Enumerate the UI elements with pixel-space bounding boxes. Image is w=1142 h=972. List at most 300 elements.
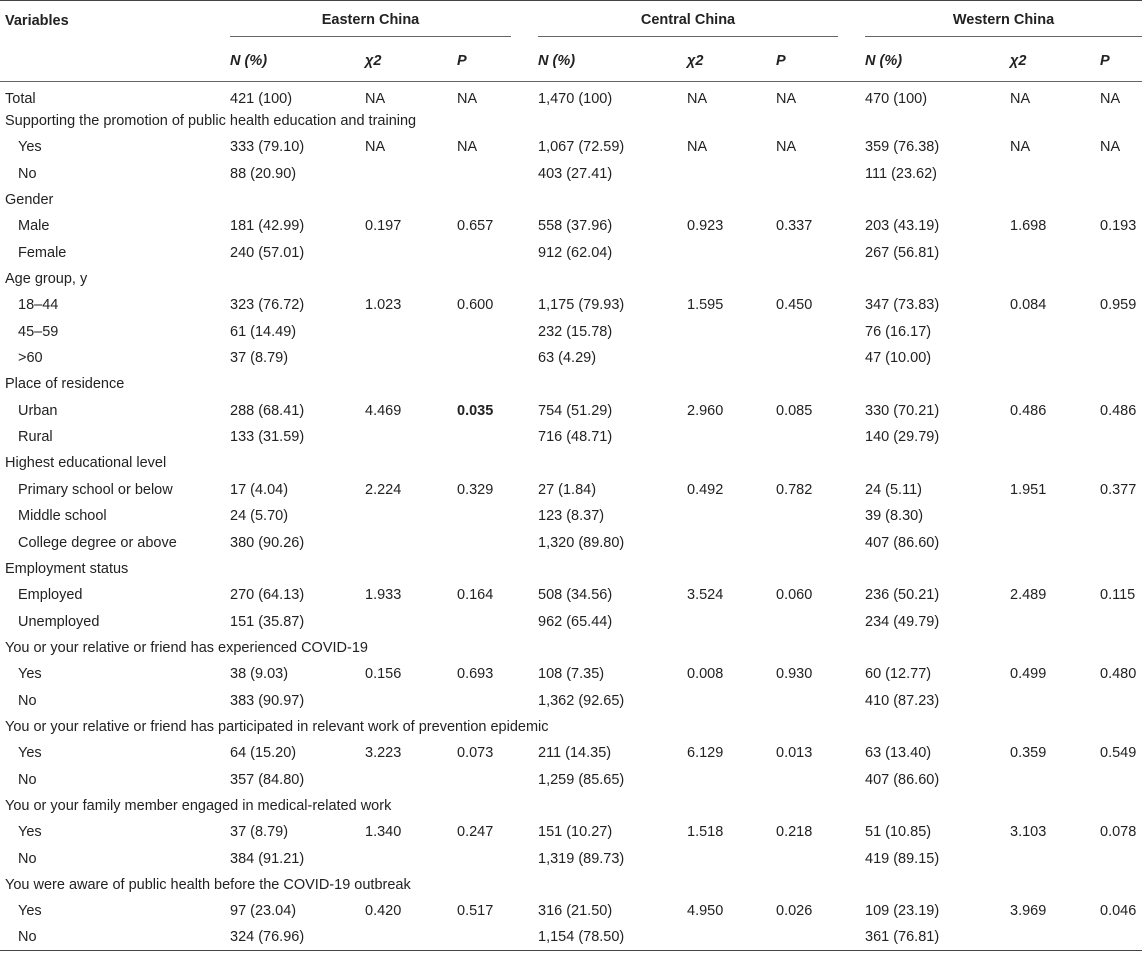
p-value-cell: 0.026 xyxy=(776,903,813,920)
table-row xyxy=(0,740,1142,766)
p-header-text: P xyxy=(457,53,467,69)
chi-square-cell xyxy=(687,319,776,345)
p-value-cell xyxy=(776,345,865,371)
group-header-row xyxy=(0,872,1142,898)
p-value-cell: 0.164 xyxy=(457,587,494,604)
table-row xyxy=(0,925,1142,951)
chi-square-cell xyxy=(365,608,457,634)
n-percent-cell: 232 (15.78) xyxy=(538,323,613,340)
n-percent-cell: 47 (10.00) xyxy=(865,350,932,367)
n-header xyxy=(865,41,1010,82)
table-row xyxy=(0,661,1142,687)
p-value-cell xyxy=(457,766,538,792)
chi-square-cell: NA xyxy=(365,139,386,156)
chi-square-cell xyxy=(365,687,457,713)
n-percent-cell: 109 (23.19) xyxy=(865,903,940,920)
p-value-cell xyxy=(1100,687,1142,713)
p-value-cell xyxy=(776,845,865,871)
n-percent-cell: 1,319 (89.73) xyxy=(538,850,625,867)
p-value-cell: 0.480 xyxy=(1100,666,1137,683)
chi-square-cell xyxy=(1010,161,1100,187)
p-value-cell: NA xyxy=(457,139,478,156)
p-value-cell xyxy=(776,766,865,792)
p-value-cell: 0.930 xyxy=(776,666,813,683)
group-header-row xyxy=(0,450,1142,476)
chi-square-cell: 0.156 xyxy=(365,666,402,683)
n-percent-cell: 151 (10.27) xyxy=(538,824,613,841)
p-value-cell xyxy=(1100,240,1142,266)
table-row xyxy=(0,213,1142,239)
row-label: >60 xyxy=(18,350,43,367)
n-percent-cell: 64 (15.20) xyxy=(230,745,297,762)
n-percent-cell: 51 (10.85) xyxy=(865,824,932,841)
chi-square-cell xyxy=(1010,424,1100,450)
p-value-cell: 0.060 xyxy=(776,587,813,604)
p-value-cell: 0.377 xyxy=(1100,481,1137,498)
group-label: Age group, y xyxy=(5,271,88,288)
p-value-cell: 0.657 xyxy=(457,218,494,235)
chi-square-cell: 0.008 xyxy=(687,666,724,683)
chi-square-cell xyxy=(687,503,776,529)
n-percent-cell: 63 (4.29) xyxy=(538,350,597,367)
n-percent-cell: 912 (62.04) xyxy=(538,244,613,261)
n-percent-cell: 76 (16.17) xyxy=(865,323,932,340)
p-value-cell: 0.782 xyxy=(776,481,813,498)
chi-square-cell xyxy=(1010,687,1100,713)
region-header-eastern xyxy=(230,1,538,42)
chi-square-cell xyxy=(365,319,457,345)
n-percent-cell: 357 (84.80) xyxy=(230,771,305,788)
chi-square-cell: 2.960 xyxy=(687,402,724,419)
table-row xyxy=(0,819,1142,845)
p-value-cell xyxy=(776,424,865,450)
chi-square-cell: 2.489 xyxy=(1010,587,1047,604)
n-percent-cell: 1,320 (89.80) xyxy=(538,534,625,551)
p-header xyxy=(1100,41,1142,82)
group-label: You or your family member engaged in medical-related work xyxy=(5,797,392,814)
chi-square-cell xyxy=(687,925,776,951)
p-value-cell xyxy=(776,687,865,713)
p-value-cell xyxy=(457,240,538,266)
row-label: Yes xyxy=(18,666,42,683)
empty-header-cell xyxy=(0,41,230,82)
n-percent-cell: 407 (86.60) xyxy=(865,771,940,788)
p-value-cell: NA xyxy=(1100,90,1121,107)
p-value-cell: NA xyxy=(776,139,797,156)
n-header xyxy=(230,41,365,82)
n-percent-cell: 558 (37.96) xyxy=(538,218,613,235)
n-percent-cell: 88 (20.90) xyxy=(230,165,297,182)
chi-square-cell: 0.923 xyxy=(687,218,724,235)
table-row xyxy=(0,345,1142,371)
table-row xyxy=(0,529,1142,555)
chi-square-cell: 6.129 xyxy=(687,745,724,762)
group-label: Highest educational level xyxy=(5,455,167,472)
table-row xyxy=(0,292,1142,318)
n-percent-cell: 234 (49.79) xyxy=(865,613,940,630)
n-percent-cell: 1,154 (78.50) xyxy=(538,925,687,951)
table-row xyxy=(0,898,1142,924)
chi-square-cell xyxy=(687,529,776,555)
table-row xyxy=(0,503,1142,529)
p-value-cell xyxy=(457,319,538,345)
p-value-cell: NA xyxy=(776,90,797,107)
n-percent-cell: 27 (1.84) xyxy=(538,481,597,498)
row-label: Middle school xyxy=(18,508,107,525)
p-value-cell: 0.337 xyxy=(776,218,813,235)
region-label: Central China xyxy=(538,12,838,37)
p-value-cell: 0.450 xyxy=(776,297,813,314)
p-value-cell xyxy=(457,687,538,713)
chi-square-cell xyxy=(687,161,776,187)
group-header-row xyxy=(0,266,1142,292)
table-row xyxy=(0,608,1142,634)
n-percent-cell: 380 (90.26) xyxy=(230,534,305,551)
p-value-cell xyxy=(1100,424,1142,450)
n-percent-cell: 151 (35.87) xyxy=(230,613,305,630)
chi-square-cell xyxy=(687,766,776,792)
row-label: Total xyxy=(5,90,36,107)
p-value-cell: 0.013 xyxy=(776,745,813,762)
chi-square-cell xyxy=(365,161,457,187)
chi-square-cell xyxy=(365,529,457,555)
chi-square-cell xyxy=(365,345,457,371)
n-header xyxy=(538,41,687,82)
chi-square-cell: 1.698 xyxy=(1010,218,1047,235)
row-label: 45–59 xyxy=(18,323,59,340)
p-value-cell xyxy=(776,319,865,345)
n-percent-cell: 1,067 (72.59) xyxy=(538,139,625,156)
n-percent-cell: 133 (31.59) xyxy=(230,429,305,446)
n-percent-cell: 140 (29.79) xyxy=(865,429,940,446)
table-row xyxy=(0,398,1142,424)
p-value-cell xyxy=(776,503,865,529)
chi-square-cell: 1.595 xyxy=(687,297,724,314)
region-label: Western China xyxy=(865,12,1142,37)
chi-square-cell xyxy=(687,687,776,713)
n-percent-cell: 24 (5.11) xyxy=(865,481,922,498)
table-row xyxy=(0,319,1142,345)
row-label: 18–44 xyxy=(18,297,59,314)
group-header-row xyxy=(0,108,1142,134)
chi-square-cell xyxy=(365,424,457,450)
n-percent-cell: 17 (4.04) xyxy=(230,481,289,498)
chi-header xyxy=(365,41,457,82)
n-percent-cell: 211 (14.35) xyxy=(538,745,612,762)
chi-square-cell: NA xyxy=(687,139,708,156)
chi-square-cell xyxy=(687,845,776,871)
p-value-cell xyxy=(776,925,865,951)
n-percent-cell: 123 (8.37) xyxy=(538,508,605,525)
chi-square-cell xyxy=(687,345,776,371)
n-percent-cell: 316 (21.50) xyxy=(538,903,613,920)
p-value-cell xyxy=(1100,529,1142,555)
p-value-cell xyxy=(457,608,538,634)
group-label: You were aware of public health before the COVID-19 outbreak xyxy=(5,876,411,893)
n-percent-cell: 330 (70.21) xyxy=(865,402,940,419)
n-percent-cell: 39 (8.30) xyxy=(865,508,924,525)
group-header-row xyxy=(0,635,1142,661)
p-value-cell xyxy=(1100,503,1142,529)
p-value-cell: 0.085 xyxy=(776,402,813,419)
p-value-cell xyxy=(776,161,865,187)
p-header-text: P xyxy=(776,53,786,69)
p-value-cell xyxy=(1100,608,1142,634)
n-percent-cell: 410 (87.23) xyxy=(865,692,940,709)
p-value-cell: 0.549 xyxy=(1100,745,1137,762)
chi-square-cell xyxy=(1010,925,1100,951)
n-percent-cell: 267 (56.81) xyxy=(865,244,940,261)
table-row xyxy=(0,766,1142,792)
region-header-western xyxy=(865,1,1142,42)
chi-square-cell: 1.951 xyxy=(1010,481,1047,498)
chi-square-cell xyxy=(365,503,457,529)
chi-square-cell xyxy=(365,240,457,266)
n-percent-cell: 61 (14.49) xyxy=(230,323,297,340)
p-value-cell: 0.693 xyxy=(457,666,494,683)
row-label: Rural xyxy=(18,429,53,446)
p-value-cell: 0.073 xyxy=(457,745,494,762)
n-percent-cell: 361 (76.81) xyxy=(865,925,1010,951)
chi-square-cell: 0.359 xyxy=(1010,745,1047,762)
chi-header xyxy=(687,41,776,82)
n-percent-cell: 236 (50.21) xyxy=(865,587,940,604)
n-percent-cell: 38 (9.03) xyxy=(230,666,289,683)
p-value-cell xyxy=(457,345,538,371)
row-label: Urban xyxy=(18,402,58,419)
p-value-cell xyxy=(1100,766,1142,792)
chi-square-cell: 1.023 xyxy=(365,297,402,314)
p-value-cell: 0.193 xyxy=(1100,218,1137,235)
n-percent-cell: 111 (23.62) xyxy=(865,165,938,182)
n-percent-cell: 323 (76.72) xyxy=(230,297,305,314)
chi-square-cell xyxy=(1010,240,1100,266)
chi-square-cell: NA xyxy=(1010,139,1031,156)
row-label: Yes xyxy=(18,745,42,762)
table-header xyxy=(0,1,1142,82)
group-label: Supporting the promotion of public health education and training xyxy=(5,113,417,130)
p-value-cell xyxy=(1100,319,1142,345)
chi-square-cell: NA xyxy=(1010,90,1031,107)
table-row xyxy=(0,424,1142,450)
table-row xyxy=(0,134,1142,160)
n-percent-cell: 383 (90.97) xyxy=(230,692,305,709)
group-label: Employment status xyxy=(5,560,129,577)
p-value-cell: 0.078 xyxy=(1100,824,1137,841)
p-value-cell xyxy=(1100,161,1142,187)
n-percent-cell: 63 (13.40) xyxy=(865,745,932,762)
p-value-cell: NA xyxy=(457,90,478,107)
chi-square-cell: 3.103 xyxy=(1010,824,1047,841)
n-percent-cell: 347 (73.83) xyxy=(865,297,940,314)
chi-square-cell: 3.223 xyxy=(365,745,402,762)
p-value-cell xyxy=(1100,845,1142,871)
row-label: Yes xyxy=(18,824,42,841)
n-percent-cell: 24 (5.70) xyxy=(230,508,289,525)
chi-square-cell: 1.933 xyxy=(365,587,402,604)
p-value-cell: 0.046 xyxy=(1100,903,1137,920)
row-label: Yes xyxy=(18,139,42,156)
p-value-cell xyxy=(457,925,538,951)
row-label: Male xyxy=(18,218,50,235)
n-percent-cell: 1,470 (100) xyxy=(538,90,613,107)
n-percent-cell: 37 (8.79) xyxy=(230,350,289,367)
group-header-row xyxy=(0,793,1142,819)
chi-square-cell: 0.486 xyxy=(1010,402,1047,419)
group-header-row xyxy=(0,187,1142,213)
group-label: Place of residence xyxy=(5,376,125,393)
group-header-row xyxy=(0,714,1142,740)
row-label: Unemployed xyxy=(18,613,100,630)
p-header xyxy=(776,41,865,82)
n-percent-cell: 60 (12.77) xyxy=(865,666,932,683)
n-percent-cell: 508 (34.56) xyxy=(538,587,613,604)
p-value-cell xyxy=(1100,345,1142,371)
p-value-cell xyxy=(457,503,538,529)
p-value-cell: 0.517 xyxy=(457,903,494,920)
table-row xyxy=(0,845,1142,871)
chi-square-cell: NA xyxy=(687,90,708,107)
p-value-cell xyxy=(457,424,538,450)
n-percent-cell: 384 (91.21) xyxy=(230,850,305,867)
n-header-text: N (%) xyxy=(865,53,903,69)
chi-header-text: χ2 xyxy=(1010,53,1027,69)
chi-square-cell: 3.969 xyxy=(1010,903,1047,920)
chi-square-cell xyxy=(1010,503,1100,529)
p-value-cell xyxy=(776,529,865,555)
n-percent-cell: 37 (8.79) xyxy=(230,824,289,841)
p-value-cell: 0.600 xyxy=(457,297,494,314)
chi-square-cell: 0.420 xyxy=(365,903,402,920)
n-percent-cell: 716 (48.71) xyxy=(538,429,613,446)
p-value-cell: 0.486 xyxy=(1100,402,1137,419)
chi-header xyxy=(1010,41,1100,82)
p-value-cell: 0.959 xyxy=(1100,297,1137,314)
p-value-cell xyxy=(457,529,538,555)
chi-square-cell xyxy=(365,766,457,792)
group-header-row xyxy=(0,371,1142,397)
chi-square-cell: 3.524 xyxy=(687,587,724,604)
n-percent-cell: 470 (100) xyxy=(865,90,928,107)
row-label: No xyxy=(18,165,37,182)
chi-square-cell xyxy=(1010,345,1100,371)
chi-square-cell: 1.518 xyxy=(687,824,724,841)
row-label: Yes xyxy=(18,903,42,920)
region-label: Eastern China xyxy=(230,12,511,37)
row-label: Primary school or below xyxy=(18,481,173,498)
chi-square-cell xyxy=(1010,608,1100,634)
chi-square-cell: 2.224 xyxy=(365,481,402,498)
n-percent-cell: 421 (100) xyxy=(230,90,293,107)
table-row xyxy=(0,161,1142,187)
n-percent-cell: 270 (64.13) xyxy=(230,587,305,604)
n-percent-cell: 97 (23.04) xyxy=(230,903,297,920)
chi-header-text: χ2 xyxy=(687,53,704,69)
n-header-text: N (%) xyxy=(538,53,576,69)
n-percent-cell: 754 (51.29) xyxy=(538,402,613,419)
chi-square-cell: 4.469 xyxy=(365,402,402,419)
p-value-cell xyxy=(776,608,865,634)
chi-square-cell: NA xyxy=(365,90,386,107)
n-percent-cell: 203 (43.19) xyxy=(865,218,940,235)
p-value-cell xyxy=(457,845,538,871)
n-percent-cell: 419 (89.15) xyxy=(865,850,940,867)
chi-square-cell xyxy=(1010,319,1100,345)
n-percent-cell: 333 (79.10) xyxy=(230,139,305,156)
n-percent-cell: 359 (76.38) xyxy=(865,139,940,156)
n-percent-cell: 240 (57.01) xyxy=(230,244,305,261)
chi-square-cell xyxy=(687,608,776,634)
n-percent-cell: 1,259 (85.65) xyxy=(538,771,625,788)
n-percent-cell: 288 (68.41) xyxy=(230,402,305,419)
region-header-central xyxy=(538,1,865,42)
variables-header: Variables xyxy=(0,1,230,42)
chi-square-cell xyxy=(365,845,457,871)
p-value-cell xyxy=(1100,925,1142,951)
p-value-cell: 0.115 xyxy=(1100,587,1136,604)
n-percent-cell: 324 (76.96) xyxy=(230,925,365,951)
n-percent-cell: 403 (27.41) xyxy=(538,165,613,182)
n-percent-cell: 181 (42.99) xyxy=(230,218,305,235)
chi-square-cell: 0.499 xyxy=(1010,666,1047,683)
row-label: No xyxy=(18,771,37,788)
chi-square-cell: 1.340 xyxy=(365,824,402,841)
table-body xyxy=(0,82,1142,951)
chi-square-cell: 0.197 xyxy=(365,218,402,235)
chi-square-cell xyxy=(1010,529,1100,555)
chi-square-cell: 0.084 xyxy=(1010,297,1047,314)
table-row xyxy=(0,687,1142,713)
p-value-cell xyxy=(776,240,865,266)
group-label: Gender xyxy=(5,192,54,209)
row-label: College degree or above xyxy=(18,534,177,551)
row-label: No xyxy=(0,925,230,951)
p-value-cell: 0.247 xyxy=(457,824,494,841)
row-label: Employed xyxy=(18,587,83,604)
chi-square-cell xyxy=(1010,766,1100,792)
table-row xyxy=(0,240,1142,266)
n-percent-cell: 407 (86.60) xyxy=(865,534,940,551)
p-value-cell: 0.035 xyxy=(457,402,494,419)
n-percent-cell: 108 (7.35) xyxy=(538,666,605,683)
chi-square-cell: 4.950 xyxy=(687,903,724,920)
p-value-cell xyxy=(457,161,538,187)
chi-header-text: χ2 xyxy=(365,53,382,69)
p-value-cell: 0.329 xyxy=(457,481,494,498)
p-header-text: P xyxy=(1100,53,1110,69)
chi-square-cell xyxy=(1010,845,1100,871)
table-row xyxy=(0,582,1142,608)
n-percent-cell: 962 (65.44) xyxy=(538,613,613,630)
p-value-cell: 0.218 xyxy=(776,824,813,841)
group-label: You or your relative or friend has participated in relevant work of prevention epidemic xyxy=(5,718,549,735)
group-label: You or your relative or friend has experienced COVID-19 xyxy=(5,639,368,656)
n-percent-cell: 1,362 (92.65) xyxy=(538,692,625,709)
chi-square-cell: 0.492 xyxy=(687,481,724,498)
chi-square-cell xyxy=(365,925,457,951)
p-header xyxy=(457,41,538,82)
chi-square-cell xyxy=(687,424,776,450)
row-label: Female xyxy=(18,244,67,261)
row-label: No xyxy=(18,850,37,867)
chi-square-cell xyxy=(687,240,776,266)
group-header-row xyxy=(0,556,1142,582)
n-header-text: N (%) xyxy=(230,53,268,69)
p-value-cell: NA xyxy=(1100,139,1121,156)
n-percent-cell: 1,175 (79.93) xyxy=(538,297,625,314)
table-row xyxy=(0,477,1142,503)
row-label: No xyxy=(18,692,37,709)
